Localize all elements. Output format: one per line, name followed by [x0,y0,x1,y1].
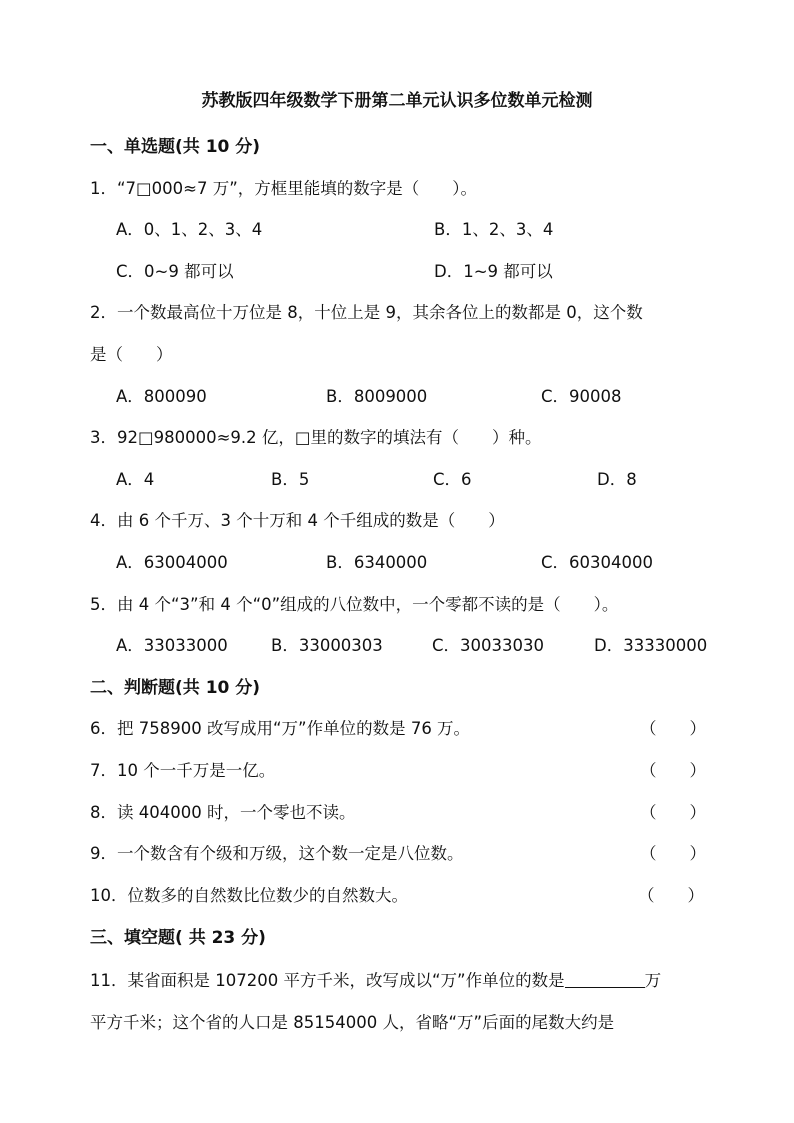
question-1-stem: 1．“7□000≈7 万”，方框里能填的数字是（ ）。 [90,179,477,198]
page-title: 苏教版四年级数学下册第二单元认识多位数单元检测 [201,91,593,111]
question-3-option-c: C．6 [433,470,472,489]
question-6-stem: 6．把 758900 改写成用“万”作单位的数是 76 万。 [90,719,471,738]
question-5-option-b: B．33000303 [271,636,383,655]
question-11-text-b: 万 [644,971,662,990]
question-2-option-b: B．8009000 [326,387,428,406]
section-heading-fill-in: 三、填空题( 共 23 分) [90,928,266,948]
question-2-stem-line1: 2．一个数最高位十万位是 8，十位上是 9，其余各位上的数都是 0，这个数 [90,303,643,322]
question-9-answer-parens: （ ） [640,844,706,863]
question-5-option-a: A．33033000 [116,636,228,655]
question-7-stem: 7．10 个一千万是一亿。 [90,761,276,780]
question-2-option-c: C．90008 [541,387,622,406]
question-5-option-d: D．33330000 [594,636,708,655]
question-4-stem: 4．由 6 个千万、3 个十万和 4 个千组成的数是（ ） [90,511,505,530]
question-7-answer-parens: （ ） [640,761,706,780]
answer-blank[interactable] [565,969,645,988]
question-5-stem: 5．由 4 个“3”和 4 个“0”组成的八位数中，一个零都不读的是（ ）。 [90,595,619,614]
question-3-option-b: B．5 [271,470,310,489]
question-9-stem: 9．一个数含有个级和万级，这个数一定是八位数。 [90,844,464,863]
section-heading-true-false: 二、判断题(共 10 分) [90,678,261,698]
question-3-option-a: A．4 [116,470,155,489]
question-3-stem: 3．92□980000≈9.2 亿，□里的数字的填法有（ ）种。 [90,428,542,447]
question-5-option-c: C．30033030 [432,636,545,655]
question-11-text-a: 11．某省面积是 107200 平方千米，改写成以“万”作单位的数是 [90,971,565,990]
question-3-option-d: D．8 [597,470,637,489]
question-1-option-a: A．0、1、2、3、4 [116,220,263,239]
question-1-option-b: B．1、2、3、4 [434,220,554,239]
question-8-answer-parens: （ ） [640,803,706,822]
question-10-stem: 10．位数多的自然数比位数少的自然数大。 [90,886,408,905]
question-10-answer-parens: （ ） [638,886,704,905]
question-2-stem-line2: 是（ ） [90,345,173,364]
question-4-option-b: B．6340000 [326,553,428,572]
question-2-option-a: A．800090 [116,387,207,406]
question-1-option-c: C．0~9 都可以 [116,262,234,281]
question-11-line2: 平方千米；这个省的人口是 85154000 人，省略“万”后面的尾数大约是 [90,1013,615,1032]
question-8-stem: 8．读 404000 时，一个零也不读。 [90,803,356,822]
question-11-line1 [90,969,661,992]
section-heading-single-choice: 一、单选题(共 10 分) [90,137,261,157]
question-1-option-d: D．1~9 都可以 [434,262,553,281]
question-4-option-c: C．60304000 [541,553,654,572]
question-4-option-a: A．63004000 [116,553,228,572]
question-6-answer-parens: （ ） [640,719,706,738]
